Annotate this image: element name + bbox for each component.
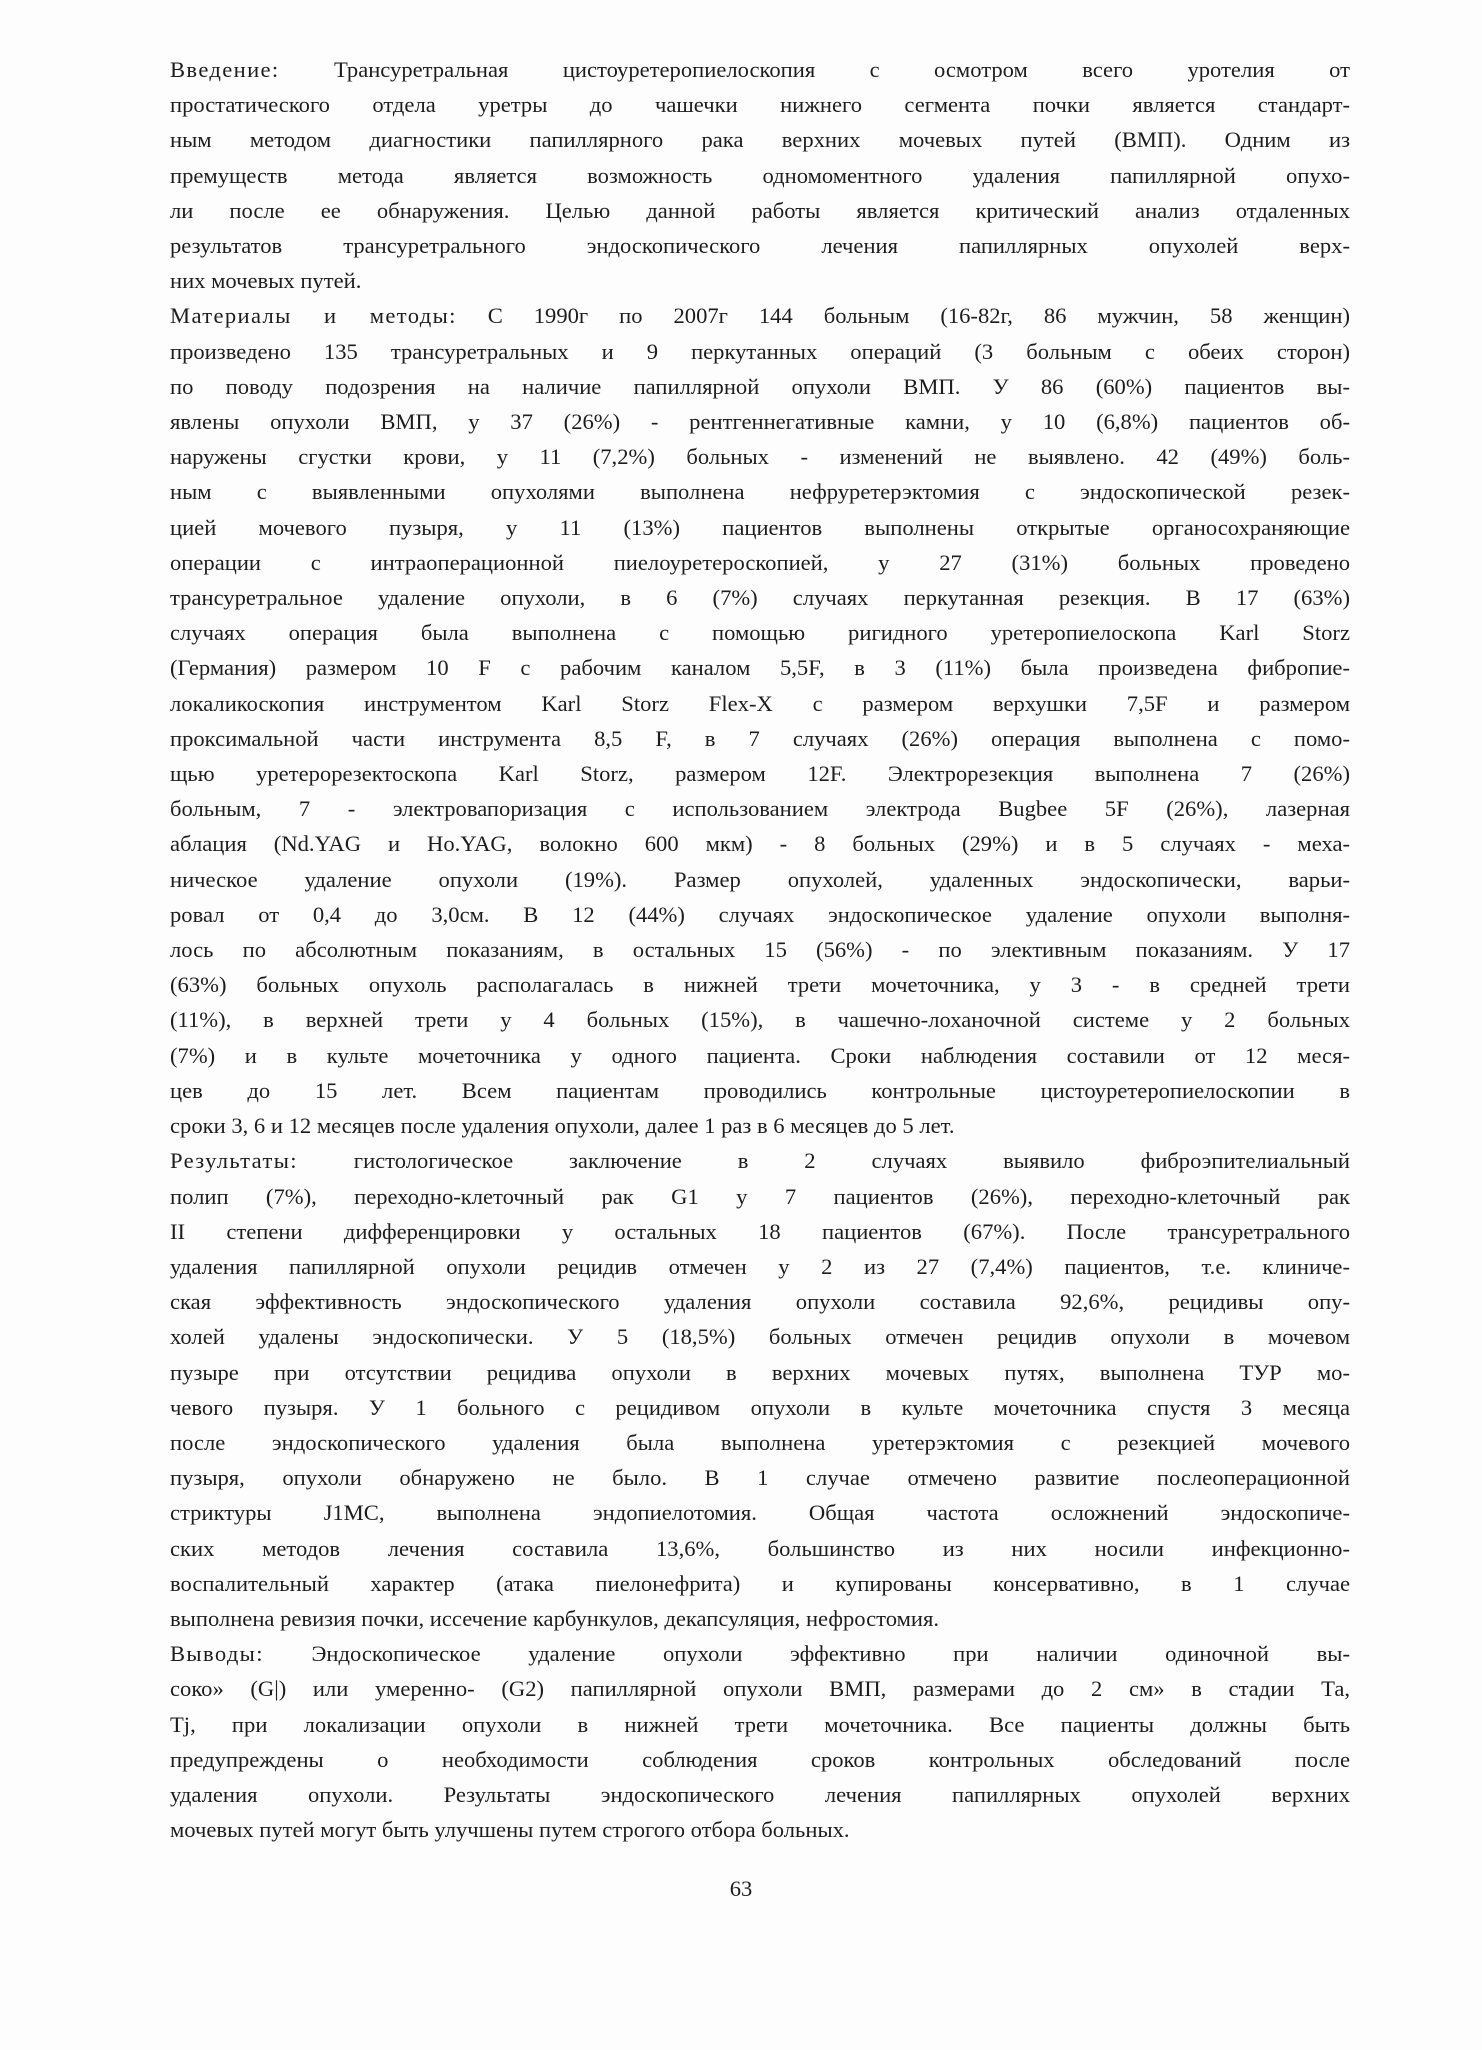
- text-line: по поводу подозрения на наличие папиллярной опухоли ВМП. У 86 (60%) пациентов вы-: [170, 373, 1350, 399]
- section-label: Материалы и методы:: [170, 303, 457, 329]
- text-line: (63%) больных опухоль располагалась в нижней трети мочеточника, у 3 - в средней трети: [170, 972, 1350, 998]
- text-line-content: гистологическое заключение в 2 случаях выявило фиброэпителиальный: [353, 1148, 1350, 1174]
- text-line: локаликоскопия инструментом Karl Storz Flex-X с размером верхушки 7,5F и размером: [170, 690, 1350, 716]
- results-paragraph: [170, 1143, 1350, 1636]
- text-line: Tj, при локализации опухоли в нижней трети мочеточника. Все пациенты должны быть: [170, 1711, 1350, 1737]
- materials-methods-paragraph: [170, 298, 1350, 1143]
- text-line: лось по абсолютным показаниям, в остальных 15 (56%) - по элективным показаниям. У 17: [170, 937, 1350, 963]
- text-line: (11%), в верхней трети у 4 больных (15%), в чашечно-лоханочной системе у 2 больных: [170, 1007, 1350, 1033]
- text-line: выполнена ревизия почки, иссечение карбункулов, декапсуляция, нефростомия.: [170, 1605, 940, 1631]
- text-line: ническое удаление опухоли (19%). Размер опухолей, удаленных эндоскопически, варьи-: [170, 866, 1350, 892]
- text-line: [170, 52, 1350, 87]
- text-line-content: Трансуретральная цистоуретеропиелоскопия с осмотром всего уротелия от: [333, 57, 1350, 82]
- text-line: ным с выявленными опухолями выполнена нефруретерэктомия с эндоскопической резек-: [170, 479, 1350, 505]
- text-line-content: Эндоскопическое удаление опухоли эффективно при наличии одиночной вы-: [311, 1641, 1350, 1667]
- text-line: трансуретральное удаление опухоли, в 6 (7%) случаях перкутанная резекция. В 17 (63%): [170, 585, 1350, 611]
- text-line: цев до 15 лет. Всем пациентам проводились контрольные цистоуретеропиелоскопии в: [170, 1077, 1350, 1103]
- text-line-content: С 1990г по 2007г 144 больным (16-82г, 86 мужчин, 58 женщин): [487, 303, 1350, 329]
- text-line: наружены сгустки крови, у 11 (7,2%) больных - изменений не выявлено. 42 (49%) боль-: [170, 444, 1350, 470]
- section-label: Выводы:: [170, 1641, 264, 1667]
- text-line: стриктуры J1МС, выполнена эндопиелотомия. Общая частота осложнений эндоскопиче-: [170, 1500, 1350, 1526]
- text-line: явлены опухоли ВМП, у 37 (26%) - рентгеннегативные камни, у 10 (6,8%) пациентов об-: [170, 409, 1350, 435]
- introduction-paragraph: [170, 52, 1350, 298]
- text-line: ным методом диагностики папиллярного рака верхних мочевых путей (ВМП). Одним из: [170, 127, 1350, 153]
- text-line: [170, 1143, 1350, 1178]
- page-number: 63: [729, 1876, 753, 1901]
- text-line: воспалительный характер (атака пиелонефрита) и купированы консервативно, в 1 случае: [170, 1570, 1350, 1596]
- section-label: Введение:: [170, 57, 280, 82]
- text-line: (Германия) размером 10 F с рабочим каналом 5,5F, в 3 (11%) была произведена фибропие-: [170, 655, 1350, 681]
- text-line: простатического отдела уретры до чашечки нижнего сегмента почки является стандарт-: [170, 92, 1350, 118]
- text-line: после эндоскопического удаления была выполнена уретерэктомия с резекцией мочевого: [170, 1429, 1350, 1455]
- document-body: [170, 52, 1350, 1847]
- text-line: проксимальной части инструмента 8,5 F, в 7 случаях (26%) операция выполнена с помо-: [170, 725, 1350, 751]
- text-line: холей удалены эндоскопически. У 5 (18,5%) больных отмечен рецидив опухоли в мочевом: [170, 1324, 1350, 1350]
- text-line: чевого пузыря. У 1 больного с рецидивом опухоли в культе мочеточника спустя 3 месяца: [170, 1394, 1350, 1420]
- text-line: [170, 1636, 1350, 1671]
- text-line: (7%) и в культе мочеточника у одного пациента. Сроки наблюдения составили от 12 меся-: [170, 1042, 1350, 1068]
- text-line: операции с интраоперационной пиелоуретероскопией, у 27 (31%) больных проведено: [170, 549, 1350, 575]
- text-line: [170, 298, 1350, 333]
- text-line: премуществ метода является возможность одномоментного удаления папиллярной опухо-: [170, 162, 1350, 188]
- text-line: цией мочевого пузыря, у 11 (13%) пациентов выполнены открытые органосохраняющие: [170, 514, 1350, 540]
- text-line: больным, 7 - электровапоризация с использованием электрода Bugbee 5F (26%), лазерная: [170, 796, 1350, 822]
- text-line: аблация (Nd.YAG и Ho.YAG, волокно 600 мкм) - 8 больных (29%) и в 5 случаях - меха-: [170, 831, 1350, 857]
- text-line: сроки 3, 6 и 12 месяцев после удаления опухоли, далее 1 раз в 6 месяцев до 5 лет.: [170, 1113, 955, 1139]
- text-line: случаях операция была выполнена с помощью ригидного уретеропиелоскопа Karl Storz: [170, 620, 1350, 646]
- text-line: пузыре при отсутствии рецидива опухоли в верхних мочевых путях, выполнена ТУР мо-: [170, 1359, 1350, 1385]
- text-line: соко» (G|) или умеренно- (G2) папиллярной опухоли ВМП, размерами до 2 см» в стадии Та,: [170, 1676, 1350, 1702]
- text-line: удаления папиллярной опухоли рецидив отмечен у 2 из 27 (7,4%) пациентов, т.е. клиниче-: [170, 1253, 1350, 1279]
- text-line: произведено 135 трансуретральных и 9 перкутанных операций (3 больным с обеих сторон): [170, 338, 1350, 364]
- text-line: мочевых путей могут быть улучшены путем строгого отбора больных.: [170, 1817, 850, 1843]
- text-line: ли после ее обнаружения. Целью данной работы является критический анализ отдаленных: [170, 197, 1350, 223]
- text-line: II степени дифференцировки у остальных 18 пациентов (67%). После трансуретрального: [170, 1218, 1350, 1244]
- text-line: них мочевых путей.: [170, 268, 362, 294]
- text-line: результатов трансуретрального эндоскопического лечения папиллярных опухолей верх-: [170, 233, 1350, 259]
- text-line: пузыря, опухоли обнаружено не было. В 1 случае отмечено развитие послеоперационной: [170, 1465, 1350, 1491]
- section-label: Результаты:: [170, 1148, 298, 1174]
- text-line: ровал от 0,4 до 3,0см. В 12 (44%) случаях эндоскопическое удаление опухоли выполня-: [170, 901, 1350, 927]
- text-line: ских методов лечения составила 13,6%, большинство из них носили инфекционно-: [170, 1535, 1350, 1561]
- conclusions-paragraph: [170, 1636, 1350, 1847]
- text-line: ская эффективность эндоскопического удаления опухоли составила 92,6%, рецидивы опу-: [170, 1289, 1350, 1315]
- text-line: щью уретерорезектоскопа Karl Storz, размером 12F. Электрорезекция выполнена 7 (26%): [170, 761, 1350, 787]
- text-line: полип (7%), переходно-клеточный рак G1 у 7 пациентов (26%), переходно-клеточный рак: [170, 1183, 1350, 1209]
- text-line: предупреждены о необходимости соблюдения сроков контрольных обследований после: [170, 1746, 1350, 1772]
- text-line: удаления опухоли. Результаты эндоскопического лечения папиллярных опухолей верхних: [170, 1781, 1350, 1807]
